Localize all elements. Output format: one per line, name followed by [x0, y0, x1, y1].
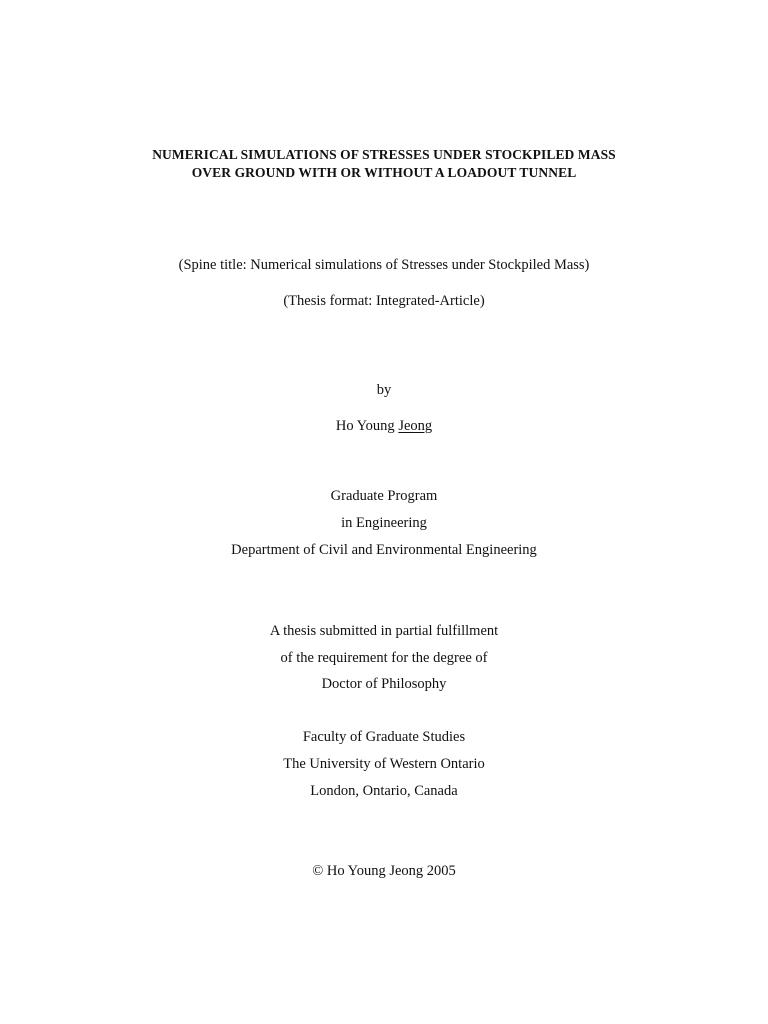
by-label: by — [376, 382, 392, 398]
author-family-name: Jeong — [398, 418, 433, 434]
location: London, Ontario, Canada — [310, 783, 458, 799]
degree: Doctor of Philosophy — [321, 676, 447, 692]
program-line-1: Graduate Program — [330, 488, 438, 504]
spine-title: (Spine title: Numerical simulations of Stresses under Stockpiled Mass) — [178, 257, 590, 273]
thesis-title-line-1: NUMERICAL SIMULATIONS OF STRESSES UNDER STOCKPILED MASS — [152, 147, 616, 162]
university: The University of Western Ontario — [283, 756, 485, 772]
author-given-name: Ho Young — [335, 418, 399, 434]
copyright-notice: © Ho Young Jeong 2005 — [312, 863, 456, 879]
department: Department of Civil and Environmental Engineering — [231, 542, 537, 558]
author-name — [0, 417, 768, 435]
faculty: Faculty of Graduate Studies — [302, 729, 466, 745]
program-line-2: in Engineering — [341, 515, 427, 531]
thesis-title-line-2: OVER GROUND WITH OR WITHOUT A LOADOUT TUNNEL — [191, 165, 577, 180]
submission-line-2: of the requirement for the degree of — [280, 650, 488, 666]
thesis-format: (Thesis format: Integrated-Article) — [283, 293, 485, 309]
submission-line-1: A thesis submitted in partial fulfillment — [269, 623, 499, 639]
